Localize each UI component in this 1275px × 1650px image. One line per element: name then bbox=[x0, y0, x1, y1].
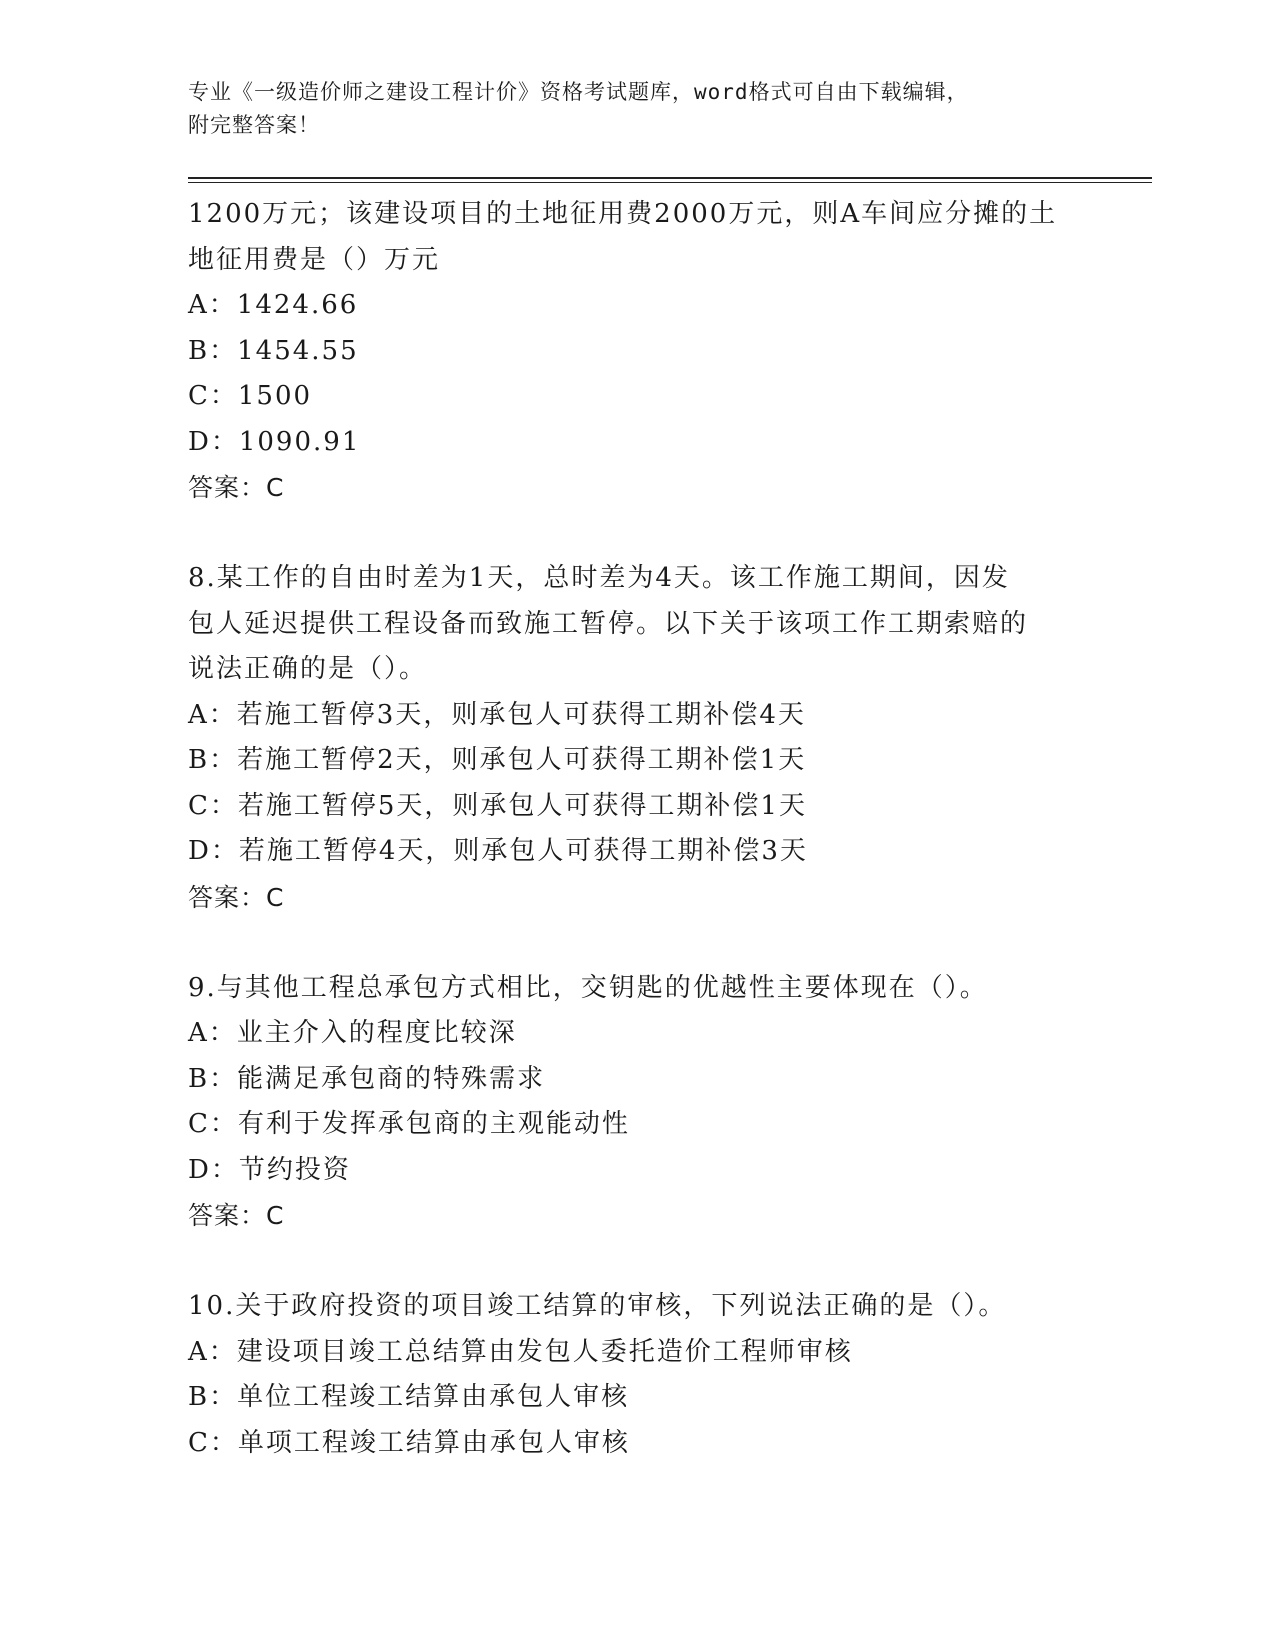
question-8-option-b: B：若施工暂停2天，则承包人可获得工期补偿1天 bbox=[188, 745, 807, 775]
question-7-option-a: A：1424.66 bbox=[188, 290, 359, 320]
question-8-option-a: A：若施工暂停3天，则承包人可获得工期补偿4天 bbox=[188, 699, 806, 730]
question-8-answer: 答案：C bbox=[188, 882, 285, 912]
question-8-option-c: C：若施工暂停5天，则承包人可获得工期补偿1天 bbox=[188, 790, 807, 821]
question-content bbox=[188, 192, 1088, 1466]
question-9-option-a: A：业主介入的程度比较深 bbox=[188, 1018, 517, 1048]
spacer bbox=[188, 1239, 1088, 1285]
question-7-option-b: B：1454.55 bbox=[188, 335, 359, 366]
question-10-option-c: C：单项工程竣工结算由承包人审核 bbox=[188, 1427, 630, 1458]
question-9 bbox=[188, 966, 1088, 1239]
question-8-stem-line-3: 说法正确的是（）。 bbox=[188, 654, 428, 684]
question-7-option-d: D：1090.91 bbox=[188, 426, 361, 457]
question-10 bbox=[188, 1284, 1088, 1466]
question-7 bbox=[188, 192, 1088, 511]
header-divider-thin bbox=[188, 182, 1152, 183]
question-8 bbox=[188, 556, 1088, 920]
question-8-stem-line-2: 包人延迟提供工程设备而致施工暂停。以下关于该项工作工期索赔的 bbox=[188, 608, 1029, 639]
question-9-stem-line-1: 9.与其他工程总承包方式相比，交钥匙的优越性主要体现在（）。 bbox=[188, 972, 988, 1003]
question-9-option-c: C：有利于发挥承包商的主观能动性 bbox=[188, 1109, 630, 1139]
question-9-option-b: B：能满足承包商的特殊需求 bbox=[188, 1063, 546, 1094]
question-7-stem-line-1: 1200万元；该建设项目的土地征用费2000万元，则A车间应分摊的土 bbox=[188, 199, 1058, 229]
header-line-1: 专业《一级造价师之建设工程计价》资格考试题库，word格式可自由下载编辑， bbox=[188, 80, 969, 104]
spacer bbox=[188, 511, 1088, 557]
question-8-stem-line-1: 8.某工作的自由时差为1天，总时差为4天。该工作施工期间，因发 bbox=[188, 563, 1010, 593]
question-7-answer: 答案：C bbox=[188, 473, 285, 502]
document-header bbox=[188, 76, 1088, 142]
question-9-option-d: D：节约投资 bbox=[188, 1154, 351, 1185]
question-9-answer: 答案：C bbox=[188, 1201, 285, 1230]
question-10-option-a: A：建设项目竣工总结算由发包人委托造价工程师审核 bbox=[188, 1336, 853, 1367]
question-7-stem-line-2: 地征用费是（）万元 bbox=[188, 244, 441, 275]
question-7-option-c: C：1500 bbox=[188, 381, 313, 411]
question-10-stem-line-1: 10.关于政府投资的项目竣工结算的审核，下列说法正确的是（）。 bbox=[188, 1291, 1007, 1321]
question-8-option-d: D：若施工暂停4天，则承包人可获得工期补偿3天 bbox=[188, 836, 808, 866]
spacer bbox=[188, 920, 1088, 966]
header-line-2: 附完整答案！ bbox=[188, 113, 320, 137]
question-10-option-b: B：单位工程竣工结算由承包人审核 bbox=[188, 1382, 630, 1412]
header-divider-thick bbox=[188, 177, 1152, 179]
